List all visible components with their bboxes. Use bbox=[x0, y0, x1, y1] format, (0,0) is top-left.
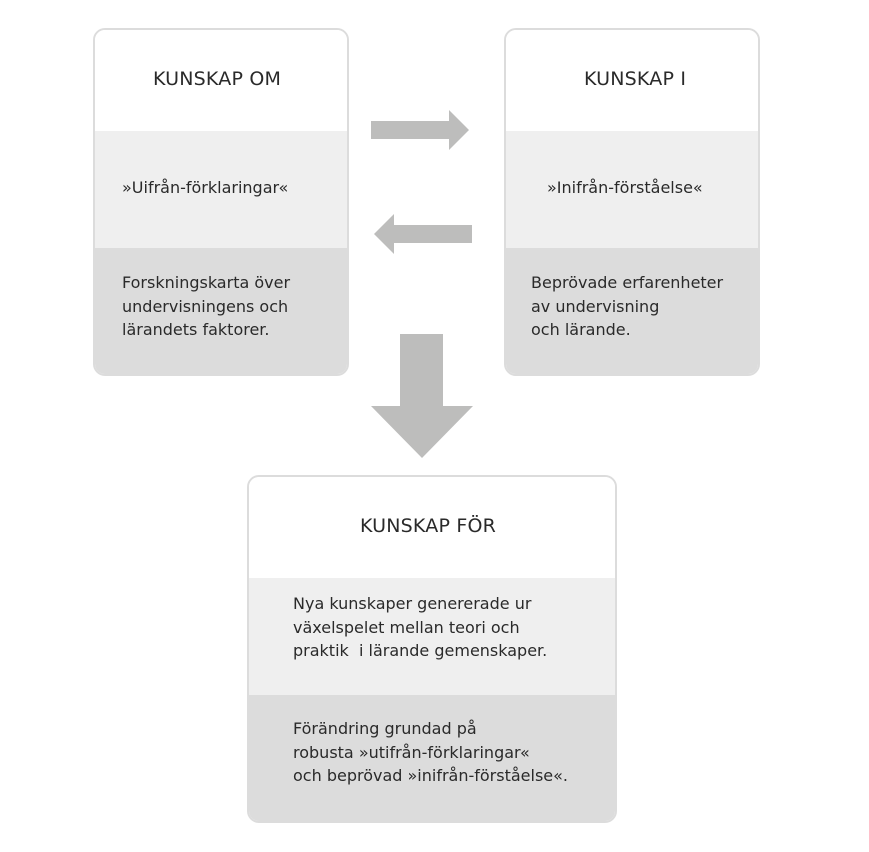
card-kunskap-for-bottom-text: Förändring grundad på robusta »utifrån-förklaringar« och beprövad »inifrån-förståelse«. bbox=[293, 719, 569, 785]
card-kunskap-i-middle-text: »Inifrån-förståelse« bbox=[547, 178, 703, 197]
card-kunskap-om-bottom-text: Forskningskarta över undervisningens och lärandets faktorer. bbox=[122, 273, 291, 339]
card-kunskap-om-middle-text: »Uifrån-förklaringar« bbox=[122, 178, 289, 197]
card-kunskap-i-title: KUNSKAP I bbox=[584, 68, 687, 90]
card-kunskap-for-middle-text: Nya kunskaper genererade ur växelspelet mellan teori och praktik i lärande gemenskaper. bbox=[293, 594, 548, 660]
arrow-down-icon bbox=[371, 334, 473, 458]
card-kunskap-om-title: KUNSKAP OM bbox=[153, 68, 282, 90]
card-kunskap-i-bottom-text: Beprövade erfarenheter av undervisning och lärande. bbox=[531, 273, 724, 339]
arrow-right-icon bbox=[371, 110, 469, 150]
card-kunskap-for-title: KUNSKAP FÖR bbox=[360, 515, 497, 537]
arrow-left-icon bbox=[374, 214, 472, 254]
